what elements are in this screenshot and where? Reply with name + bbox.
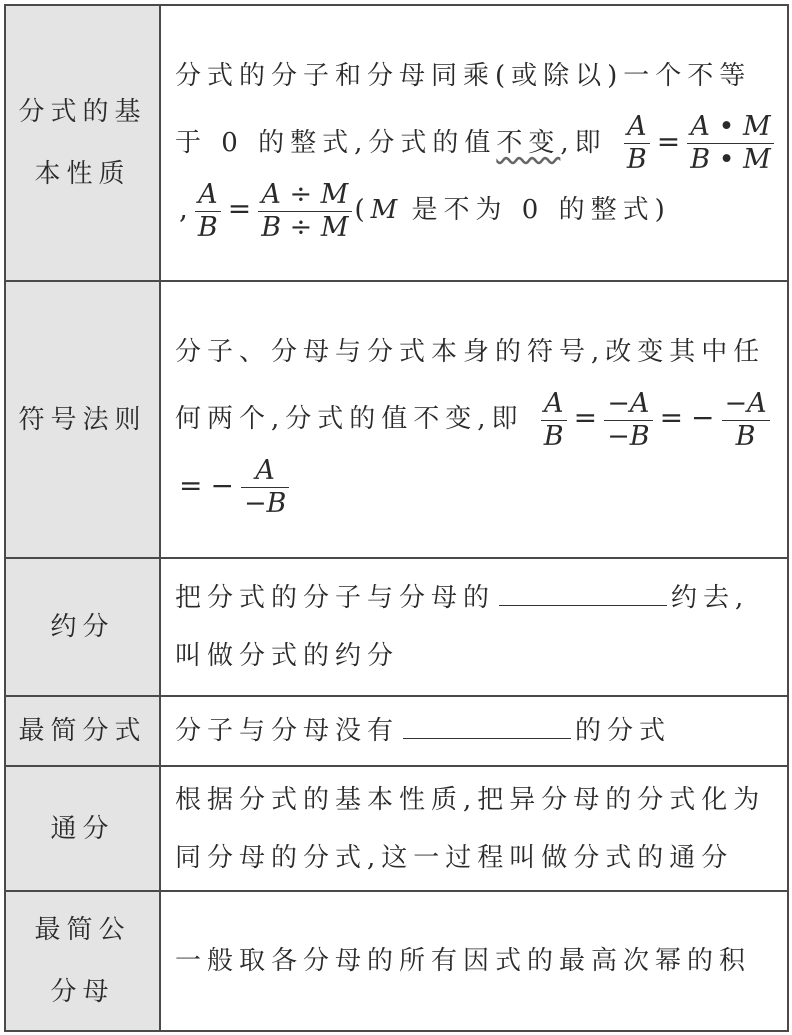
description-text: 根据分式的基本性质,把异分母的分式化为同分母的分式,这一过程叫做分式的通分 [175,784,766,873]
description-text: 分子与分母没有 [175,716,400,746]
term-cell [5,558,160,696]
description-text: 一般取各分母的所有因式的最高次幂的积 [175,946,752,976]
table-row [5,766,788,891]
fraction: $\frac{A \div M}{B \div M}$ [258,179,351,244]
description-cell [160,5,788,281]
table-row [5,558,788,696]
term-cell [5,891,160,1031]
equals-sign: = [179,468,203,502]
term-cell [5,766,160,891]
equals-sign: = [227,192,252,225]
minus-sign: − [210,468,234,502]
emphasis-text: 不变 [496,127,561,158]
term-label: 本性质 [34,159,131,189]
fraction-summary-table [4,4,789,1032]
table-row [5,891,788,1031]
term-cell [5,696,160,766]
fraction: $\frac{A}{B}$ [624,111,650,176]
answer-blank[interactable] [403,712,571,739]
condition-text: (M 是不为 0 的整式) [354,195,671,225]
description-cell [160,766,788,891]
term-cell [5,5,160,281]
fraction: $\frac{A • M}{B • M}$ [687,111,774,176]
equals-sign: = [573,401,598,434]
fraction: $\frac{-A}{-B}$ [604,388,652,453]
term-label: 分式的基 [18,97,147,127]
description-cell [160,891,788,1031]
description-text: 把分式的分子与分母的 [175,583,496,613]
description-cell [160,281,788,558]
term-cell [5,281,160,558]
equals-sign: = [659,401,684,434]
description-text: ,即 [560,127,607,158]
table-row [5,5,788,281]
table-row [5,696,788,766]
equals-sign: = [656,124,681,158]
description-text: 分式的分子和分母同乘(或除以)一个不等于 0 的整式,分式的值 [175,60,752,158]
term-label: 最简分式 [18,716,147,746]
fraction: $\frac{A}{-B}$ [241,455,289,520]
term-label: 最简公 [34,915,131,945]
term-label: 通分 [50,813,115,844]
description-text: 分子、分母与分式本身的符号,改变其中任何两个,分式的值不变,即 [175,337,766,434]
description-text: 约去,叫做分式的约分 [175,583,750,671]
term-label: 符号法则 [18,404,147,435]
term-label: 约分 [50,612,115,642]
term-label: 分母 [50,977,115,1007]
table-row [5,281,788,558]
description-cell [160,696,788,766]
comma: , [179,192,188,225]
fraction: $\frac{A}{B}$ [541,388,567,453]
fraction: $\frac{-A}{B}$ [722,388,770,453]
description-cell [160,558,788,696]
answer-blank[interactable] [499,579,667,606]
fraction: $\frac{A}{B}$ [195,179,221,244]
minus-sign: − [691,401,715,434]
description-text: 的分式 [575,716,672,746]
